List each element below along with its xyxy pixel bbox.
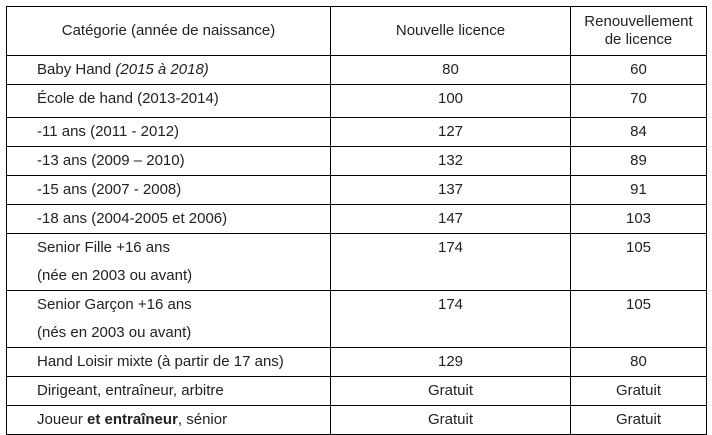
new-license-price: Gratuit [331, 406, 571, 435]
category-cell [7, 291, 331, 348]
new-license-price: 147 [331, 205, 571, 234]
category-note: (née en 2003 ou avant) [37, 267, 193, 284]
renewal-price: 70 [571, 85, 707, 118]
new-license-price: 174 [331, 291, 571, 348]
category-label-part2: , sénior [177, 411, 228, 428]
new-license-price: 129 [331, 348, 571, 377]
renewal-price: 91 [571, 176, 707, 205]
table-row [7, 348, 707, 377]
header-category: Catégorie (année de naissance) [7, 7, 331, 56]
new-license-price: 100 [331, 85, 571, 118]
category-label-bold: et entraîneur [87, 411, 178, 428]
header-renewal-line1: Renouvellement [584, 13, 693, 30]
category-cell: Dirigeant, entraîneur, arbitre [7, 377, 331, 406]
table-header-row [7, 7, 707, 56]
table-row [7, 147, 707, 176]
new-license-price: 174 [331, 234, 571, 291]
renewal-price: 105 [571, 234, 707, 291]
category-cell [7, 406, 331, 435]
table-row [7, 176, 707, 205]
table-row [7, 85, 707, 118]
renewal-price: Gratuit [571, 406, 707, 435]
category-cell: -11 ans (2011 - 2012) [7, 118, 331, 147]
category-label-part1: Joueur [37, 411, 88, 428]
new-license-price: 127 [331, 118, 571, 147]
table-row [7, 118, 707, 147]
category-note: (nés en 2003 ou avant) [37, 324, 192, 341]
table-row [7, 56, 707, 85]
renewal-price: 84 [571, 118, 707, 147]
category-cell: -18 ans (2004-2005 et 2006) [7, 205, 331, 234]
category-cell [7, 234, 331, 291]
renewal-price: Gratuit [571, 377, 707, 406]
new-license-price: 80 [331, 56, 571, 85]
header-renewal [571, 7, 707, 56]
header-new-license: Nouvelle licence [331, 7, 571, 56]
table-row [7, 205, 707, 234]
category-cell: -15 ans (2007 - 2008) [7, 176, 331, 205]
license-price-table [6, 6, 707, 435]
table-row [7, 406, 707, 435]
renewal-price: 60 [571, 56, 707, 85]
new-license-price: 137 [331, 176, 571, 205]
category-label: Senior Garçon +16 ans [37, 296, 192, 313]
header-renewal-line2: de licence [604, 31, 673, 48]
new-license-price: Gratuit [331, 377, 571, 406]
category-label: Baby Hand [37, 61, 116, 78]
renewal-price: 89 [571, 147, 707, 176]
new-license-price: 132 [331, 147, 571, 176]
table-row [7, 377, 707, 406]
table-row [7, 234, 707, 291]
category-cell: -13 ans (2009 – 2010) [7, 147, 331, 176]
category-cell [7, 56, 331, 85]
category-years: (2015 à 2018) [115, 61, 209, 78]
renewal-price: 103 [571, 205, 707, 234]
renewal-price: 80 [571, 348, 707, 377]
renewal-price: 105 [571, 291, 707, 348]
category-cell: Hand Loisir mixte (à partir de 17 ans) [7, 348, 331, 377]
category-label: Senior Fille +16 ans [37, 239, 170, 256]
table-row [7, 291, 707, 348]
category-cell: École de hand (2013-2014) [7, 85, 331, 118]
